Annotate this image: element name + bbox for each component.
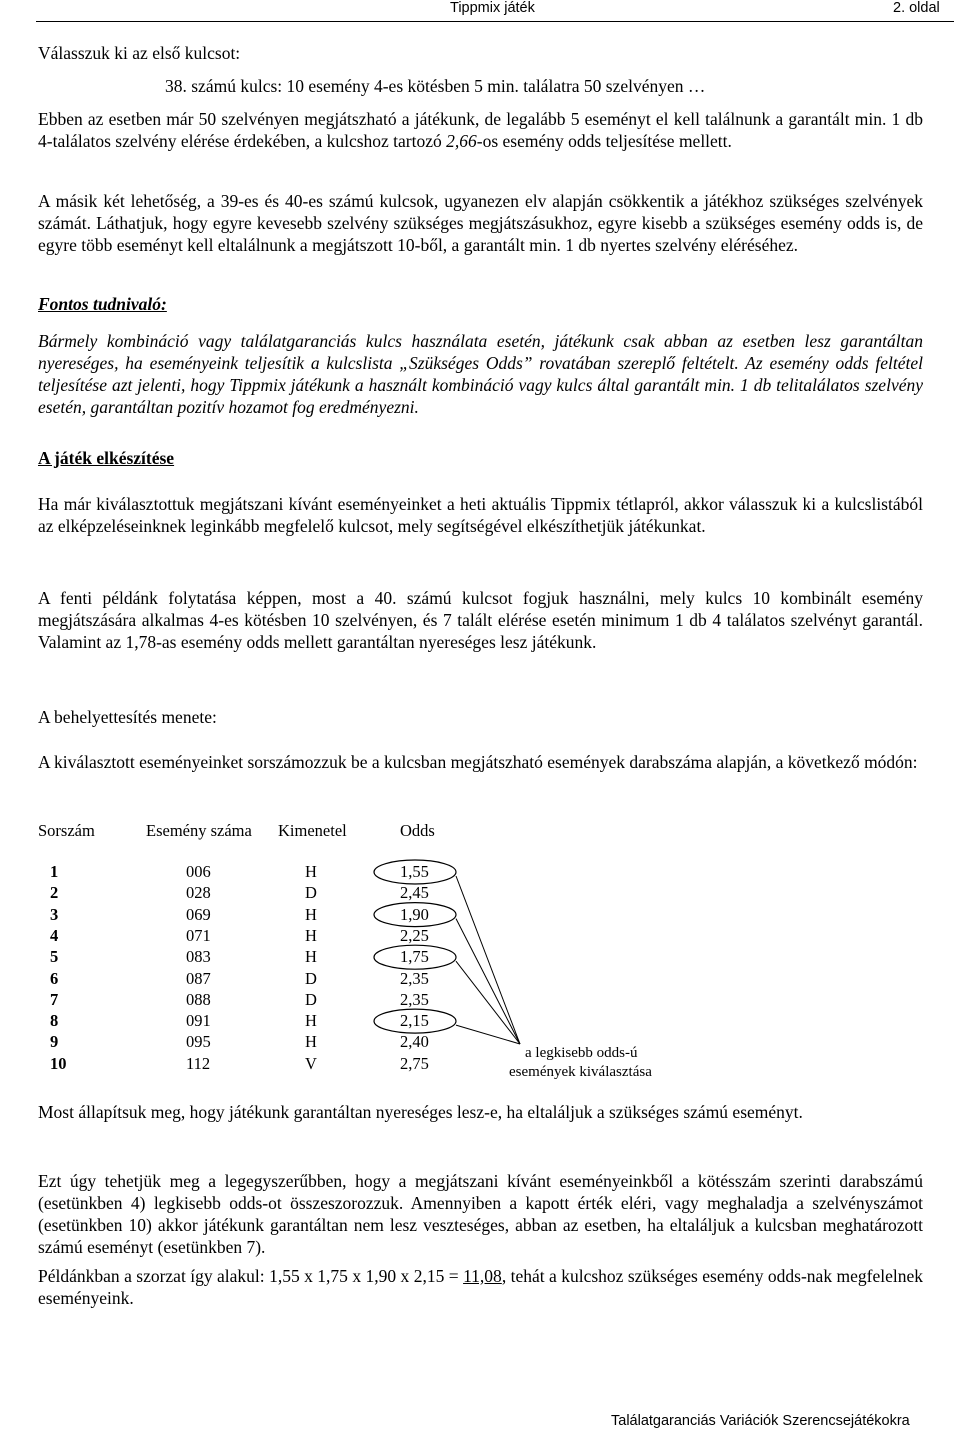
selection-circle	[374, 860, 456, 884]
key-line: 38. számú kulcs: 10 esemény 4-es kötésben 5 min. találatra 50 szelvényen …	[165, 76, 706, 96]
conclusion-paragraph-3: Példánkban a szorzat így alakul: 1,55 x 1,75 x 1,90 x 2,15 = 11,08, tehát a kulcshoz szükséges esemény odds-nak megfelelnek eseményeink.	[38, 1266, 923, 1308]
row-outcome: H	[305, 947, 317, 967]
row-event-number: 112	[186, 1053, 211, 1073]
row-event-number: 006	[186, 862, 211, 881]
annotation-arrow-line	[456, 961, 520, 1044]
footer-text: Találatgaranciás Variációk Szerencsejátékokra	[611, 1413, 910, 1429]
section-paragraph-1: Ha már kiválasztottuk megjátszani kívánt eseményeinket a heti aktuális Tippmix tétlapról, akkor válasszuk ki a kulcslistából az elképzeléseinknek leginkább megfelelő kulcsot, mely segítségével elkészíthetjük játékunkat.	[38, 494, 923, 536]
section-paragraph-2: A fenti példánk folytatása képpen, most a 40. számú kulcsot fogjuk használni, mely kulcs 10 kombinált esemény megjátszására alkalmas 4-es kötésben 10 szelvényen, és 7 talált elérése esetén minimum 1 db 4 találatos szelvényt garantál. Valamint az 1,78-as esemény odds mellett garantáltan nyereséges lesz játékunk.	[38, 588, 923, 652]
important-text: Bármely kombináció vagy találatgaranciás kulcs használata esetén, játékunk csak abban az esetben lesz garantáltan nyereséges, ha eseményeink teljesítik a kulcslista „Szükséges Odds” rovatában szereplő feltételt. Az esemény odds feltétel teljesítése azt jelenti, hogy Tippmix játékunk a használt kombináció vagy kulcs által garantált min. 1 db telitalálatos szelvény esetén, garantáltan pozitív hozamot fog eredményezni.	[38, 331, 923, 417]
row-number: 5	[50, 947, 59, 967]
row-event-number: 083	[186, 947, 211, 967]
row-outcome: D	[305, 968, 317, 988]
page-number: 2. oldal	[893, 0, 940, 16]
row-event-number: 091	[186, 1011, 211, 1031]
selection-circle	[374, 945, 456, 969]
col-header-odds: Odds	[400, 821, 435, 840]
row-number: 3	[50, 904, 59, 924]
row-outcome: H	[305, 1011, 317, 1031]
row-outcome: H	[305, 1032, 317, 1052]
row-event-number: 095	[186, 1032, 211, 1052]
conclusion-paragraph-2: Ezt úgy tehetjük meg a legegyszerűbben, hogy a megjátszani kívánt eseményeinkből a kötésszám szerinti darabszámú (esetünkben 4) legkisebb odds-ot összeszorozzuk. Amennyiben a kapott érték eléri, vagy meghaladja a szelvényszámot (esetünkben 10) akkor játékunk garantáltan nem lesz veszteséges, abban az esetben, ha eltaláljuk a kulcsban meghatározott számú eseményt (esetünkben 7).	[38, 1171, 923, 1257]
annotation-arrow-line	[456, 919, 520, 1044]
substitution-heading: A behelyettesítés menete:	[38, 707, 217, 727]
intro-paragraph-2: A másik két lehetőség, a 39-es és 40-es számú kulcsok, ugyanezen elv alapján csökkentik a játékhoz szükséges szelvények számát. Láthatjuk, hogy egyre kevesebb szelvény szükséges megjátszásukhoz, egyre kisebb a szükséges esemény odds is, de egyre több eseményt kell eltalálnunk a megjátszott 10-ből, a garantált min. 1 db nyertes szelvény eléréséhez.	[38, 191, 923, 255]
row-outcome: V	[305, 1053, 317, 1073]
conclusion-paragraph-1: Most állapítsuk meg, hogy játékunk garantáltan nyereséges lesz-e, ha eltaláljuk a szükséges számú eseményt.	[38, 1102, 803, 1122]
product-result: 11,08	[463, 1266, 502, 1286]
col-header-esemeny: Esemény száma	[146, 821, 252, 840]
row-odds: 1,75	[400, 947, 429, 967]
row-number: 7	[50, 989, 59, 1009]
header-title: Tippmix játék	[450, 0, 535, 16]
row-number: 4	[50, 925, 59, 945]
row-number: 10	[50, 1053, 67, 1073]
choose-key-text: Válasszuk ki az első kulcsot:	[38, 43, 241, 63]
row-event-number: 069	[186, 904, 211, 924]
annotation-line-1: a legkisebb odds-ú	[525, 1045, 638, 1061]
row-outcome: H	[305, 862, 317, 881]
row-odds: 1,90	[400, 904, 429, 924]
intro-paragraph-1: Ebben az esetben már 50 szelvényen megjátszható a játékunk, de legalább 5 eseményt el kell találnunk a garantált min. 1 db 4-találatos szelvény elérése érdekében, a kulcshoz tartozó 2,66-os esemény odds teljesítése mellett.	[38, 109, 923, 151]
section-heading: A játék elkészítése	[38, 448, 175, 468]
selection-circle	[374, 1009, 456, 1033]
row-outcome: D	[305, 989, 317, 1009]
row-odds: 2,15	[400, 1011, 429, 1031]
row-event-number: 028	[186, 883, 211, 903]
col-header-kimenetel: Kimenetel	[278, 821, 347, 840]
key-odds: 2,66	[446, 131, 477, 151]
selection-circle	[374, 903, 456, 927]
row-odds: 2,35	[400, 989, 429, 1009]
annotation-arrow-line	[456, 876, 520, 1044]
row-event-number: 087	[186, 968, 211, 988]
annotation-arrow-line	[456, 1025, 520, 1044]
annotation-line-2: események kiválasztása	[509, 1064, 652, 1080]
row-odds: 2,25	[400, 925, 429, 945]
row-odds: 2,35	[400, 968, 429, 988]
col-header-sorszam: Sorszám	[38, 821, 95, 840]
row-number: 8	[50, 1011, 59, 1031]
row-number: 6	[50, 968, 59, 988]
row-odds: 2,45	[400, 883, 429, 903]
row-outcome: H	[305, 925, 317, 945]
important-heading: Fontos tudnivaló:	[38, 294, 167, 314]
row-event-number: 071	[186, 925, 211, 945]
row-number: 1	[50, 862, 59, 881]
row-outcome: H	[305, 904, 317, 924]
row-event-number: 088	[186, 989, 211, 1009]
row-number: 2	[50, 883, 59, 903]
row-odds: 2,75	[400, 1053, 429, 1073]
row-number: 9	[50, 1032, 59, 1052]
section-paragraph-4: A kiválasztott eseményeinket sorszámozzuk be a kulcsban megjátszható események darabszáma alapján, a következő módón:	[38, 752, 918, 772]
row-odds: 1,55	[400, 862, 429, 881]
row-outcome: D	[305, 883, 317, 903]
row-odds: 2,40	[400, 1032, 429, 1052]
